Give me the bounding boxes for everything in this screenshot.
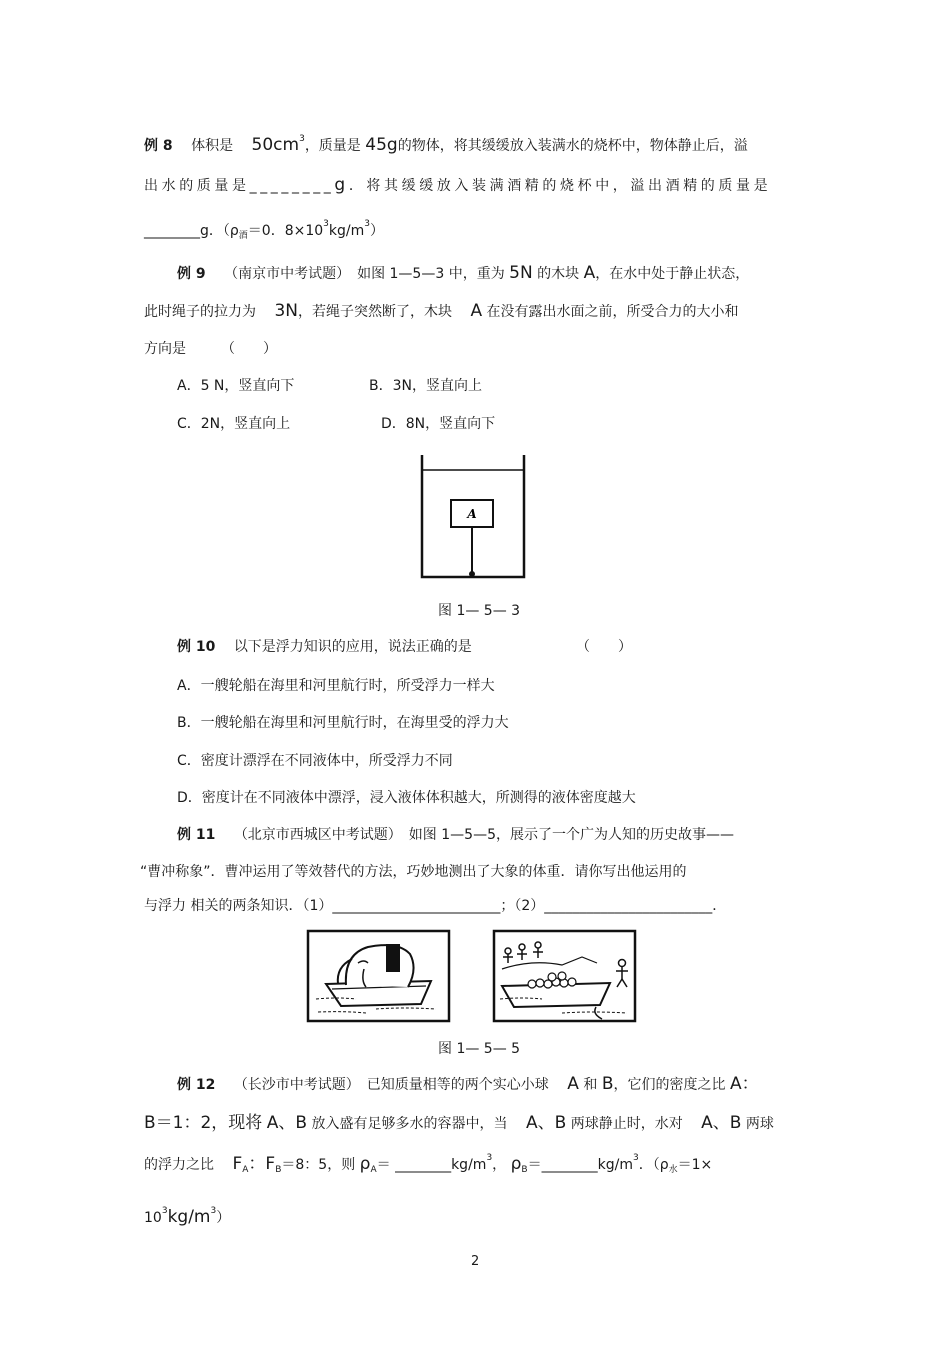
page-number: 2 <box>471 1254 480 1269</box>
figure-1-5-5-caption: 图 1— 5— 5 <box>438 1041 521 1057</box>
figure-elephant-on-boat <box>306 929 451 1023</box>
ex11-line1: 例 11 （北京市西城区中考试题） 如图 1—5—5，展示了一个广为人知的历史故事—— <box>177 827 734 843</box>
ex9-option-a: A．5 N，竖直向下 <box>177 378 295 394</box>
figure-stones-on-boat <box>492 929 637 1023</box>
ex12-line4: $10^3kg/m^3$） <box>144 1206 231 1227</box>
ex9-line3: 方向是 （ ） <box>144 341 277 357</box>
ex11-line2: “曹冲称象”．曹冲运用了等效替代的方法，巧妙地测出了大象的体重．请你写出他运用的 <box>140 864 687 880</box>
figure-1-5-3 <box>419 455 529 580</box>
ex8-line2: 出水的质量是________g．将其缓缓放入装满酒精的烧杯中，溢出酒精的质量是 <box>144 175 772 195</box>
ex12-line2: B＝1：2，现将 A、B 放入盛有足够多水的容器中，当 A、B 两球静止时，水对 A、B 两球 <box>144 1113 774 1133</box>
ex10-option-b: B．一艘轮船在海里和河里航行时，在海里受的浮力大 <box>177 715 509 731</box>
figure-block-label: A <box>467 507 477 521</box>
ex10-bracket: （ ） <box>576 639 632 655</box>
ex12-label: 例 12 <box>177 1077 216 1093</box>
ex9-option-b: B．3N，竖直向上 <box>369 378 482 394</box>
ex10-line1: 例 10 以下是浮力知识的应用，说法正确的是 <box>177 639 472 655</box>
ex8-line1: 例 8 体积是 $50cm^3$，质量是 45g的物体，将其缓缓放入装满水的烧杯中，物体静止后，溢 <box>144 134 748 155</box>
ex9-label: 例 9 <box>177 266 206 282</box>
ex11-line3: 与浮力 相关的两条知识．（1）________________________；（2）________________________． <box>144 898 727 914</box>
figure-1-5-3-caption: 图 1— 5— 3 <box>438 603 521 619</box>
ex12-line3: 的浮力之比 $F_A$：$F_B=8$：5，则 $\rho_A=$ $\_\_\_\_\_\_\_\_kg/m^3$， $\rho_B=\_\_\_\_\_\_\_\_kg/m^3$．（$\rho_水=1\times$ <box>144 1153 713 1175</box>
ex12-line1: 例 12 （长沙市中考试题） 已知质量相等的两个实心小球 A 和 B，它们的密度之比 A： <box>177 1074 759 1094</box>
ex10-option-d: D．密度计在不同液体中漂浮，浸入液体体积越大，所测得的液体密度越大 <box>177 790 636 806</box>
ex9-line1: 例 9 （南京市中考试题） 如图 1—5—3 中，重为 5N 的木块 A，在水中处于静止状态， <box>177 263 750 283</box>
ex11-label: 例 11 <box>177 827 216 843</box>
ex9-option-c: C．2N，竖直向上 <box>177 416 291 432</box>
ex9-option-d: D．8N，竖直向下 <box>381 416 496 432</box>
ex10-option-c: C．密度计漂浮在不同液体中，所受浮力不同 <box>177 753 453 769</box>
ex9-line2: 此时绳子的拉力为 3N，若绳子突然断了，木块 A 在没有露出水面之前，所受合力的大小和 <box>144 301 739 321</box>
ex8-line3: ________g．（$\rho_酒=0$．$8\times 10^3kg/m^3$） <box>144 219 384 241</box>
ex10-option-a: A．一艘轮船在海里和河里航行时，所受浮力一样大 <box>177 678 495 694</box>
ex10-label: 例 10 <box>177 639 216 655</box>
ex8-label: 例 8 <box>144 138 173 154</box>
